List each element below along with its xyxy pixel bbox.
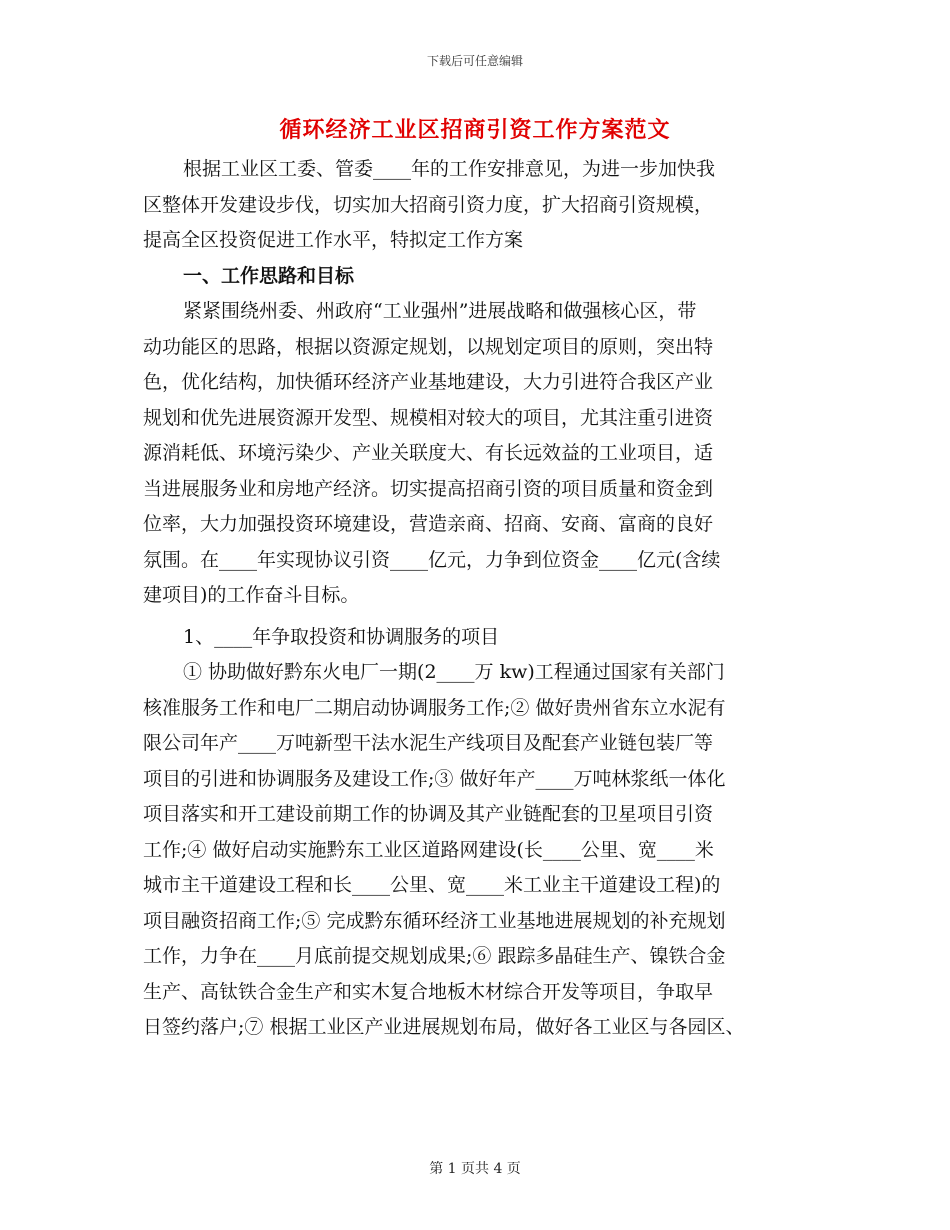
paragraph-line: 核准服务工作和电厂二期启动协调服务工作;② 做好贵州省东立水泥有 (143, 696, 726, 719)
paragraph-line: 项目落实和开工建设前期工作的协调及其产业链配套的卫星项目引资 (143, 803, 714, 825)
paragraph-line: 提高全区投资促进工作水平，特拟定工作方案 (143, 229, 524, 251)
paragraph-line: 生产、高钛铁合金生产和实木复合地板木材综合开发等项目，争取早 (143, 980, 714, 1003)
section-heading: 一、工作思路和目标 (183, 264, 355, 287)
document-title: 循环经济工业区招商引资工作方案范文 (279, 117, 671, 143)
paragraph-line: 氛围。在____年实现协议引资____亿元，力争到位资金____亿元(含续 (143, 548, 721, 571)
document-body (143, 152, 823, 1046)
paragraph-line: 位率，大力加强投资环境建设，营造亲商、招商、安商、富商的良好 (143, 513, 714, 535)
paragraph-line: 建项目)的工作奋斗目标。 (143, 584, 360, 606)
paragraph-line: 项目融资招商工作;⑤ 完成黔东循环经济工业基地进展规划的补充规划 (143, 909, 726, 932)
paragraph-line: 工作，力争在____月底前提交规划成果;⑥ 跟踪多晶硅生产、镍铁合金 (143, 945, 726, 967)
paragraph-line: 日签约落户;⑦ 根据工业区产业进展规划布局，做好各工业区与各园区、 (143, 1016, 745, 1038)
paragraph-line: 色，优化结构，加快循环经济产业基地建设，大力引进符合我区产业 (143, 371, 714, 393)
paragraph-line: 规划和优先进展资源开发型、规模相对较大的项目，尤其注重引进资 (143, 406, 714, 429)
subsection-heading: 1、____年争取投资和协调服务的项目 (183, 625, 500, 648)
paragraph-line: 当进展服务业和房地产经济。切实提高招商引资的项目质量和资金到 (143, 477, 714, 500)
paragraph-line: 紧紧围绕州委、州政府“工业强州”进展战略和做强核心区，带 (183, 300, 697, 322)
paragraph-line: 城市主干道建设工程和长____公里、宽____米工业主干道建设工程)的 (143, 874, 721, 896)
paragraph-line: 工作;④ 做好启动实施黔东工业区道路网建设(长____公里、宽____米 (143, 838, 714, 861)
paragraph-line: 限公司年产____万吨新型干法水泥生产线项目及配套产业链包装厂等 (143, 732, 714, 754)
page-header: 下载后可任意编辑 (426, 54, 523, 68)
paragraph-line: ① 协助做好黔东火电厂一期(2____万 kw)工程通过国家有关部门 (183, 661, 725, 683)
paragraph-line: 动功能区的思路，根据以资源定规划，以规划定项目的原则，突出特 (143, 335, 714, 358)
paragraph-line: 根据工业区工委、管委____年的工作安排意见，为进一步加快我 (183, 158, 716, 180)
paragraph-line: 项目的引进和协调服务及建设工作;③ 做好年产____万吨林浆纸一体化 (143, 767, 726, 790)
page-footer: 第 1 页共 4 页 (429, 1161, 521, 1177)
paragraph-line: 源消耗低、环境污染少、产业关联度大、有长远效益的工业项目，适 (143, 442, 714, 464)
paragraph-line: 区整体开发建设步伐，切实加大招商引资力度，扩大招商引资规模， (143, 193, 714, 216)
